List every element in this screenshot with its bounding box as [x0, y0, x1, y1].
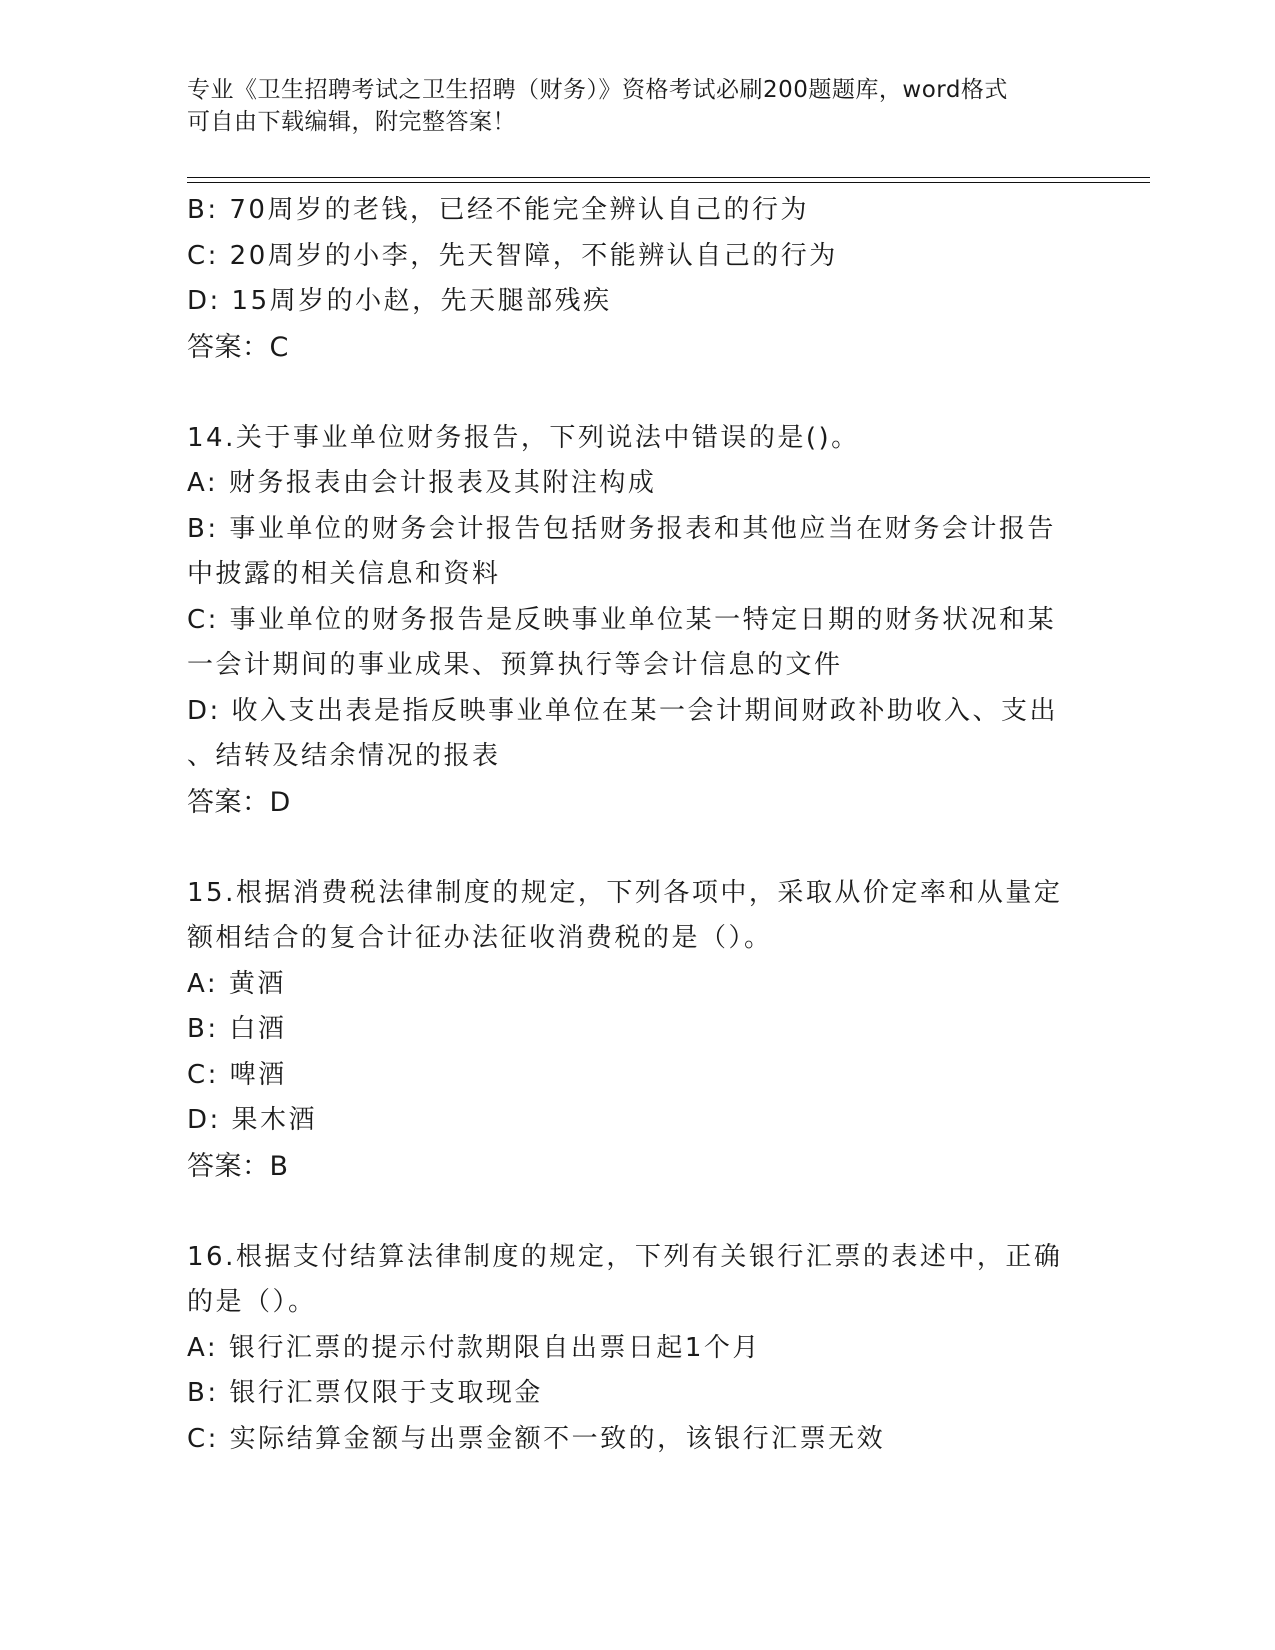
q14-option-b-line-2: 中披露的相关信息和资料: [187, 559, 501, 589]
q16-option-b: B: 银行汇票仅限于支取现金: [187, 1378, 543, 1408]
q14-option-a: A: 财务报表由会计报表及其附注构成: [187, 468, 657, 498]
q14-option-c-line-2: 一会计期间的事业成果、预算执行等会计信息的文件: [187, 650, 843, 680]
header-divider-bottom: [187, 182, 1150, 183]
header-divider-top: [187, 177, 1150, 178]
q15-option-b: B: 白酒: [187, 1014, 287, 1044]
document-header: [187, 74, 1067, 138]
q13-option-d: D: 15周岁的小赵，先天腿部残疾: [187, 286, 612, 316]
q15-stem-line-1: 15.根据消费税法律制度的规定，下列各项中，采取从价定率和从量定: [187, 877, 1063, 908]
q14-option-d-line-1: D: 收入支出表是指反映事业单位在某一会计期间财政补助收入、支出: [187, 695, 1059, 726]
q15-stem-line-2: 额相结合的复合计征办法征收消费税的是（）。: [187, 923, 773, 953]
q14-option-d-line-2: 、结转及结余情况的报表: [187, 741, 501, 771]
q13-option-c: C: 20周岁的小李，先天智障，不能辨认自己的行为: [187, 240, 838, 271]
q13-option-b: B: 70周岁的老钱，已经不能完全辨认自己的行为: [187, 195, 809, 225]
q16-stem-line-1: 16.根据支付结算法律制度的规定，下列有关银行汇票的表述中，正确: [187, 1241, 1063, 1272]
question-13-block: [187, 188, 1067, 370]
q16-stem-line-2: 的是（）。: [187, 1287, 317, 1317]
spacer: [187, 370, 1067, 416]
q14-stem: 14.关于事业单位财务报告，下列说法中错误的是()。: [187, 422, 860, 453]
q16-option-a: A: 银行汇票的提示付款期限自出票日起1个月: [187, 1332, 761, 1363]
q15-option-c: C: 啤酒: [187, 1059, 287, 1090]
q15-option-d: D: 果木酒: [187, 1105, 318, 1135]
question-16-block: [187, 1235, 1067, 1463]
spacer: [187, 825, 1067, 871]
question-14-block: [187, 416, 1067, 826]
q13-answer: 答案：C: [187, 331, 289, 363]
spacer: [187, 1189, 1067, 1235]
q14-option-c-line-1: C: 事业单位的财务报告是反映事业单位某一特定日期的财务状况和某: [187, 604, 1057, 635]
header-line-2: 可自由下载编辑，附完整答案！: [187, 109, 516, 135]
q15-answer: 答案：B: [187, 1150, 289, 1182]
q16-option-c: C: 实际结算金额与出票金额不一致的，该银行汇票无效: [187, 1423, 886, 1454]
q14-option-b-line-1: B: 事业单位的财务会计报告包括财务报表和其他应当在财务会计报告: [187, 513, 1056, 544]
q15-option-a: A: 黄酒: [187, 968, 286, 999]
header-line-1: 专业《卫生招聘考试之卫生招聘（财务）》资格考试必刷200题题库，word格式: [187, 77, 1008, 103]
document-body: [187, 188, 1067, 1462]
question-15-block: [187, 871, 1067, 1190]
q14-answer: 答案：D: [187, 786, 291, 818]
